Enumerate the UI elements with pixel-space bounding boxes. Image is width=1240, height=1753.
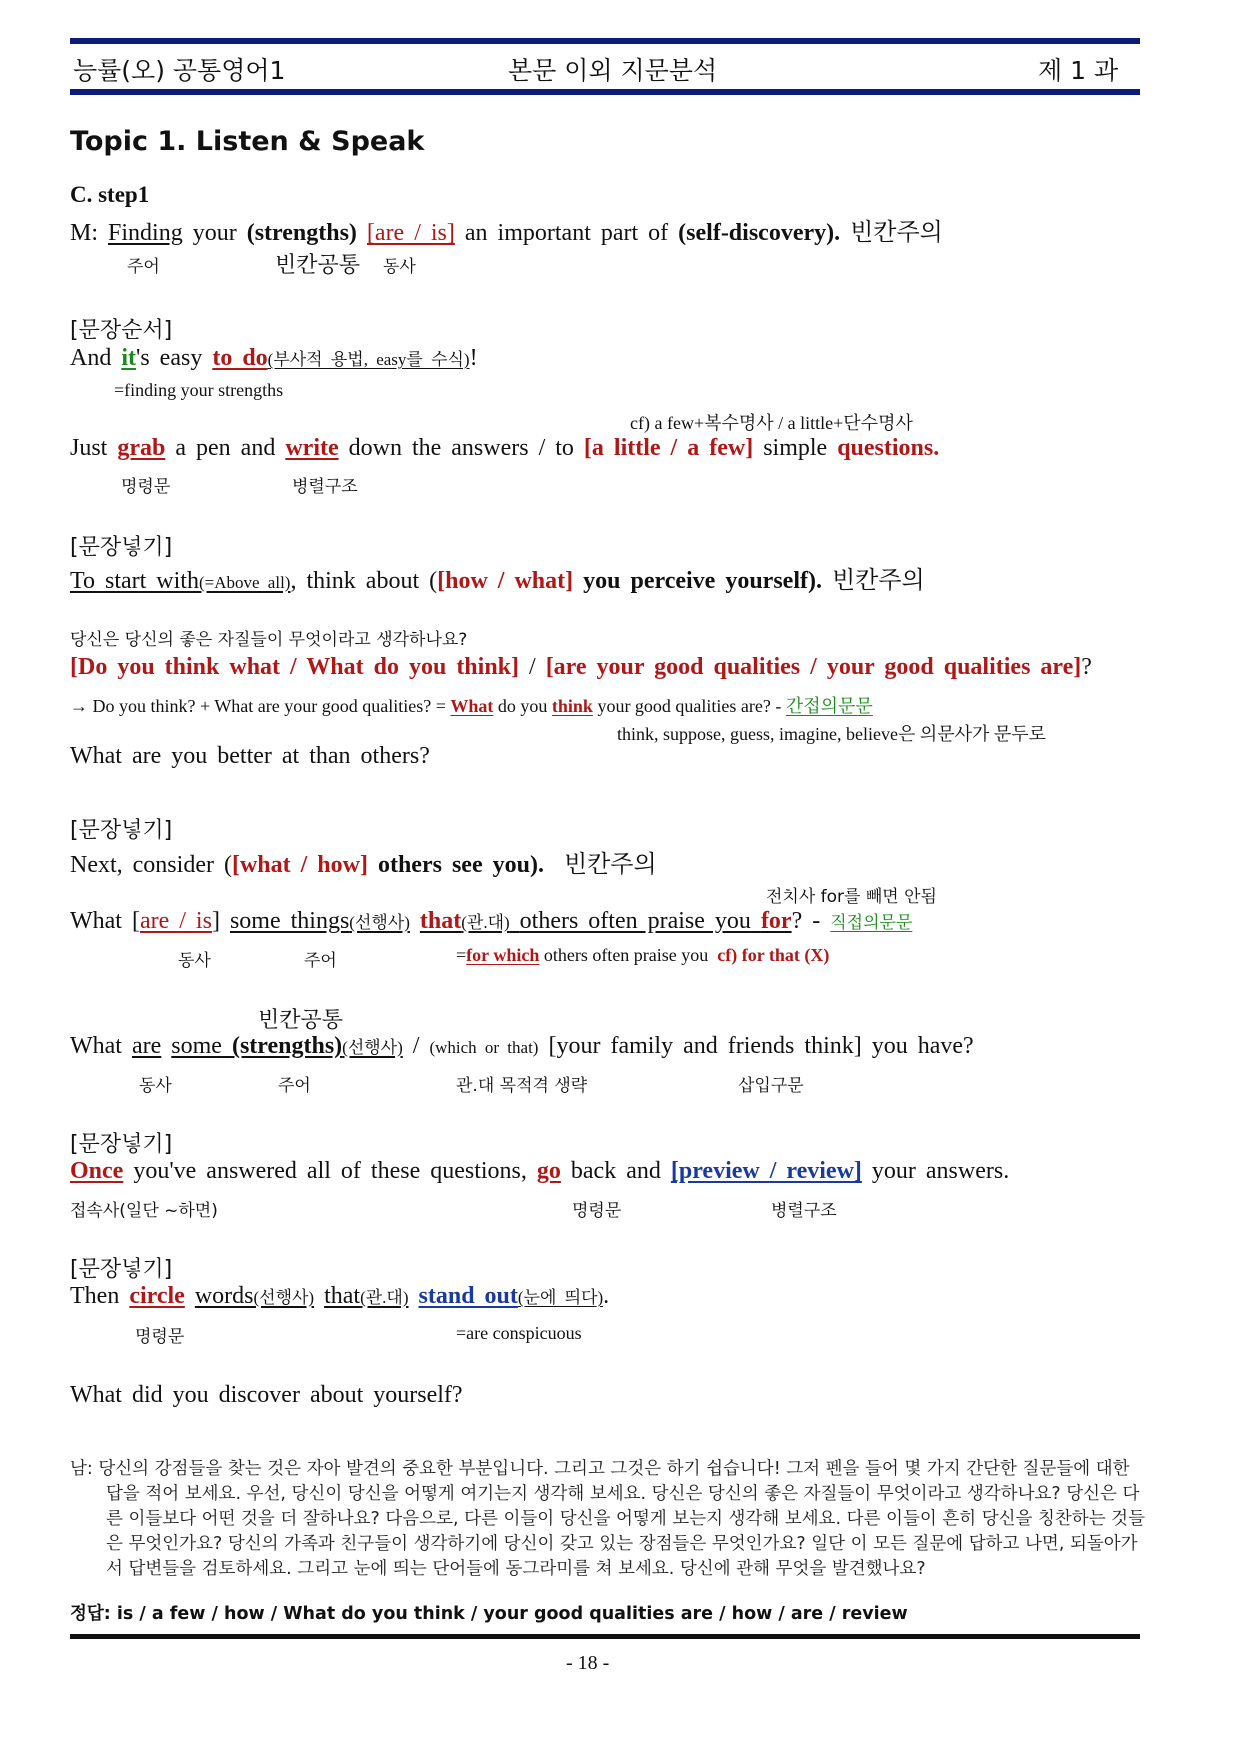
section-sentence-insert-2: [문장넣기] — [70, 818, 173, 843]
header-right: 제 1 과 — [1038, 56, 1119, 85]
note-parallel: 병렬구조 — [292, 477, 358, 497]
tag-direct-question: 직접의문문 — [830, 913, 913, 932]
header-bottom-bar — [70, 89, 1140, 95]
sentence-10: What are some (strengths)(선행사) / (which or that) [your family and friends think] you have? — [70, 1033, 974, 1059]
header-top-bar — [70, 38, 1140, 44]
speaker: M: — [70, 220, 99, 246]
gloss-adverbial: (부사적 용법, easy를 수식) — [267, 350, 470, 369]
tag-blank-caution-3: 빈칸주의 — [563, 851, 657, 878]
choice-how-what: [how / what] — [437, 568, 574, 594]
note-verb-3: 동사 — [139, 1076, 172, 1096]
tag-blank-caution: 빈칸주의 — [850, 219, 943, 246]
sentence-12: Then circle words(선행사) that(관.대) stand out(눈에 띄다). — [70, 1283, 610, 1309]
sentence-3: Just grab a pen and write down the answers / to [a little / a few] simple questions. — [70, 435, 940, 461]
note-inserted-clause: 삽입구문 — [738, 1076, 804, 1096]
section-sentence-insert-4: [문장넣기] — [70, 1257, 173, 1282]
tag-blank-caution-2: 빈칸주의 — [831, 567, 925, 594]
page-number: - 18 - — [566, 1652, 610, 1674]
word-to-do: to do — [212, 345, 268, 371]
word-self-discovery: (self-discovery). — [678, 220, 841, 246]
note-imperative: 명령문 — [121, 477, 171, 497]
text-important: an important part of — [464, 220, 669, 246]
tag-indirect-question: 간접의문문 — [785, 696, 873, 716]
word-go: go — [536, 1158, 561, 1184]
sentence-11: Once you've answered all of these questions, go back and [preview / review] your answers. — [70, 1158, 1010, 1184]
note-finding-strengths: =finding your strengths — [114, 380, 284, 400]
sentence-5: [Do you think what / What do you think] / [are your good qualities / your good qualities are]? — [70, 654, 1092, 680]
section-sentence-insert-3: [문장넣기] — [70, 1132, 173, 1157]
section-sentence-order: [문장순서] — [70, 318, 173, 343]
choice-word-order-1: [Do you think what / What do you think] — [70, 654, 520, 680]
note-subject-3: 주어 — [278, 1076, 311, 1096]
word-grab: grab — [117, 435, 166, 461]
note-imperative-2: 명령문 — [572, 1201, 622, 1221]
step-label: C. step1 — [70, 182, 150, 207]
word-it: it — [121, 345, 137, 371]
sentence-6: → Do you think? + What are your good qualities? = What do you think your good qualities are? - 간접의문문 — [70, 696, 873, 716]
note-relative-omitted: 관.대 목적격 생략 — [456, 1076, 588, 1096]
note-for-required: 전치사 for를 빼면 안됨 — [766, 887, 937, 907]
footer-rule — [70, 1634, 1140, 1639]
note-subject: 주어 — [127, 257, 160, 277]
note-verb: 동사 — [383, 257, 416, 277]
choice-are-is-2: are / is — [139, 908, 212, 934]
choice-preview-review: [preview / review] — [670, 1158, 862, 1184]
cf-few-little: cf) a few+복수명사 / a little+단수명사 — [630, 413, 913, 433]
word-questions: questions. — [837, 435, 940, 461]
note-verb-2: 동사 — [178, 951, 211, 971]
note-parallel-2: 병렬구조 — [771, 1201, 837, 1221]
topic-title: Topic 1. Listen & Speak — [70, 126, 425, 157]
sentence-2: And it's easy to do(부사적 용법, easy를 수식)! — [70, 345, 478, 371]
sentence-1 — [70, 212, 943, 247]
note-subject-2: 주어 — [304, 951, 337, 971]
word-write: write — [285, 435, 339, 461]
word-finding: Finding — [108, 220, 183, 246]
choice-word-order-2: [are your good qualities / your good qualities are] — [545, 654, 1082, 680]
sentence-4: To start with(=Above all), think about ([how / what] you perceive yourself). 빈칸주의 — [70, 567, 925, 594]
note-conspicuous: =are conspicuous — [456, 1323, 582, 1343]
choice-are-is: [are / is] — [366, 220, 455, 246]
word-your: your — [192, 220, 237, 246]
korean-translation: 남: 당신의 강점들을 찾는 것은 자아 발견의 중요한 부분입니다. 그리고 그것은 하기 쉽습니다! 그저 펜을 들어 몇 가지 간단한 질문들에 대한 답을 적어 보세요. 우선, 당신이 당신을 어떻게 여기는지 생각해 보세요. 당신은 당신의 좋은 자질들이 무엇이라고 생각하나요? 당신은 다른 이들보다 어떤 것을 더 잘하나요? 다음으로, 다른 이들이 당신을 어떻게 보는지 생각해 보세요. 다른 이들이 흔히 당신을 칭찬하는 것들은 무엇인가요? 당신의 가족과 친구들이 생각하기에 당신이 갖고 있는 장점들은 무엇인가요? 일단 이 모든 질문에 답하고 나면, 되돌아가서 답변들을 검토하세요. 그리고 눈에 띄는 단어들에 동그라미를 쳐 보세요. 당신에 관해 무엇을 발견했나요? — [70, 1459, 1145, 1579]
phrase-to-start-with: To start with(=Above all) — [70, 568, 291, 594]
word-circle: circle — [129, 1283, 185, 1309]
note-conjunction: 접속사(일단 ~하면) — [70, 1201, 218, 1221]
sentence-7: What are you better at than others? — [70, 743, 430, 769]
note-think-verbs: think, suppose, guess, imagine, believe은 의문사가 문두로 — [617, 724, 1047, 744]
choice-what-how: [what / how] — [231, 852, 368, 878]
sentence-13: What did you discover about yourself? — [70, 1382, 463, 1408]
phrase-stand-out: stand out — [418, 1283, 518, 1309]
sentence-9: What [are / is] some things(선행사) that(관.대) others often praise you for? - 직접의문문 — [70, 908, 913, 934]
note-for-which: =for which others often praise you cf) for that (X) — [456, 945, 830, 965]
header-center: 본문 이외 지문분석 — [508, 56, 718, 85]
header-left: 능률(오) 공통영어1 — [73, 56, 286, 85]
korean-question: 당신은 당신의 좋은 자질들이 무엇이라고 생각하나요? — [70, 630, 468, 650]
choice-little-few: [a little / a few] — [583, 435, 754, 461]
word-strengths: (strengths) — [246, 220, 357, 246]
section-sentence-insert-1: [문장넣기] — [70, 535, 173, 560]
note-imperative-3: 명령문 — [135, 1327, 185, 1347]
answer-key: 정답: is / a few / how / What do you think / your good qualities are / how / are / review — [70, 1604, 908, 1624]
note-blank-common-2: 빈칸공통 — [258, 1008, 344, 1033]
word-once: Once — [70, 1158, 124, 1184]
note-blank-common: 빈칸공통 — [275, 253, 361, 278]
sentence-8: Next, consider ([what / how] others see you). 빈칸주의 — [70, 851, 657, 878]
